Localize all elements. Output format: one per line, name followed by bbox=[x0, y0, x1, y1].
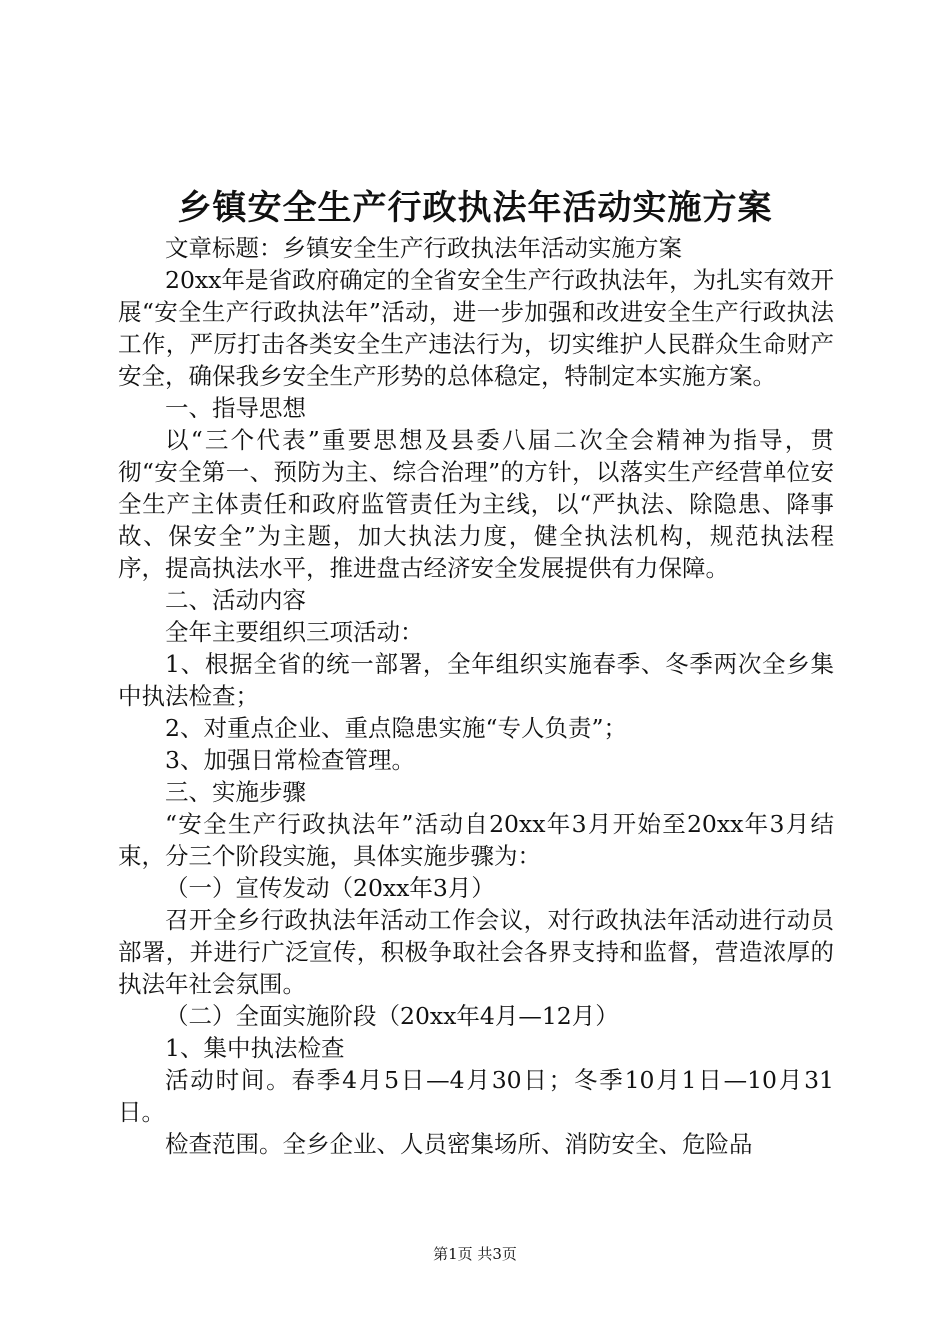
page-footer: 第1页 共3页 bbox=[433, 1245, 517, 1263]
subheading-publicity: （一）宣传发动（20xx年3月） bbox=[165, 874, 495, 902]
heading-implementation-steps: 三、实施步骤 bbox=[165, 778, 306, 806]
paragraph-publicity: 召开全乡行政执法年活动工作会议，对行政执法年活动进行动员部署，并进行广泛宣传，积极争取社会各界支持和监督，营造浓厚的执法年社会氛围。 bbox=[118, 906, 834, 998]
document-body bbox=[118, 232, 834, 1160]
document-title: 乡镇安全生产行政执法年活动实施方案 bbox=[177, 188, 773, 228]
paragraph-inspection-scope: 检查范围。全乡企业、人员密集场所、消防安全、危险品 bbox=[165, 1130, 753, 1158]
paragraph-activity-time: 活动时间。春季4月5日—4月30日；冬季10月1日—10月31日。 bbox=[118, 1066, 834, 1126]
list-item-activity-3: 3、加强日常检查管理。 bbox=[165, 746, 415, 774]
paragraph-guiding-ideology: 以“三个代表”重要思想及县委八届二次全会精神为指导，贯彻“安全第一、预防为主、综合治理”的方针，以落实生产经营单位安全生产主体责任和政府监管责任为主线，以“严执法、除隐患、降事故、保安全”为主题，加大执法力度，健全执法机构，规范执法程序，提高执法水平，推进盘古经济安全发展提供有力保障。 bbox=[118, 426, 834, 582]
subheading-centralized-inspection: 1、集中执法检查 bbox=[165, 1034, 345, 1062]
list-item-activity-2: 2、对重点企业、重点隐患实施“专人负责”； bbox=[165, 714, 627, 742]
paragraph-intro: 20xx年是省政府确定的全省安全生产行政执法年，为扎实有效开展“安全生产行政执法年”活动，进一步加强和改进安全生产行政执法工作，严厉打击各类安全生产违法行为，切实维护人民群众生命财产安全，确保我乡安全生产形势的总体稳定，特制定本实施方案。 bbox=[118, 266, 834, 390]
heading-activity-content: 二、活动内容 bbox=[165, 586, 306, 614]
heading-guiding-ideology: 一、指导思想 bbox=[165, 394, 306, 422]
list-item-activity-1: 1、根据全省的统一部署，全年组织实施春季、冬季两次全乡集中执法检查； bbox=[118, 650, 834, 710]
paragraph-implementation-steps: “安全生产行政执法年”活动自20xx年3月开始至20xx年3月结束，分三个阶段实施，具体实施步骤为： bbox=[118, 810, 834, 870]
subheading-full-implementation: （二）全面实施阶段（20xx年4月—12月） bbox=[165, 1002, 619, 1030]
paragraph-three-activities: 全年主要组织三项活动： bbox=[165, 618, 424, 646]
paragraph-article-title: 文章标题：乡镇安全生产行政执法年活动实施方案 bbox=[165, 234, 682, 262]
